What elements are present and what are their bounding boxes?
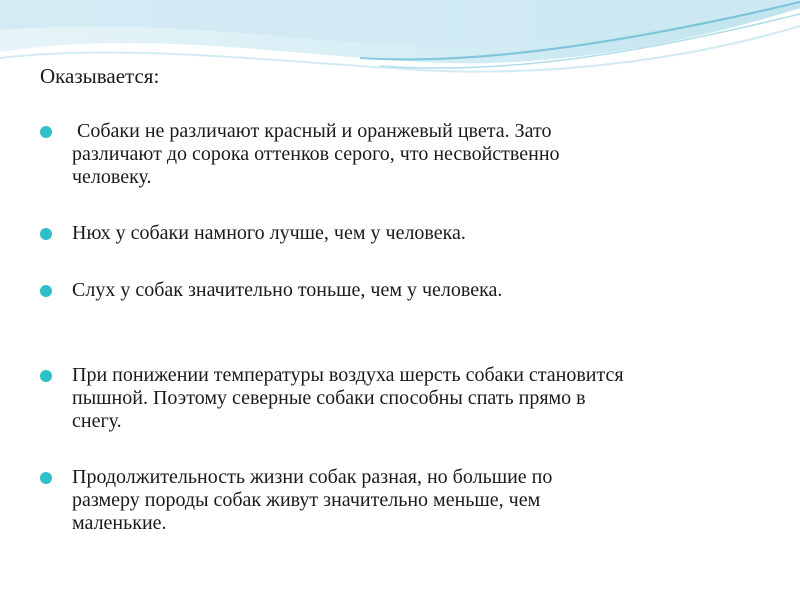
bullet-icon [40,126,52,138]
decorative-wave-header [0,0,800,110]
bullet-text: Продолжительность жизни собак разная, но большие по размеру породы собак живут значительно меньше, чем маленькие. [72,466,553,534]
bullet-text: При понижении температуры воздуха шерсть собаки становится пышной. Поэтому северные собаки способны спать прямо в снегу. [72,364,624,432]
bullet-text: Слух у собак значительно тоньше, чем у человека. [72,279,503,301]
bullet-icon [40,285,52,297]
bullet-icon [40,228,52,240]
bullet-icon [40,370,52,382]
bullet-icon [40,472,52,484]
slide-heading: Оказывается: [40,64,160,88]
bullet-text: Собаки не различают красный и оранжевый цвета. Зато различают до сорока оттенков серого, что несвойственно человеку. [72,120,560,188]
bullet-text: Нюх у собаки намного лучше, чем у человека. [72,222,466,244]
